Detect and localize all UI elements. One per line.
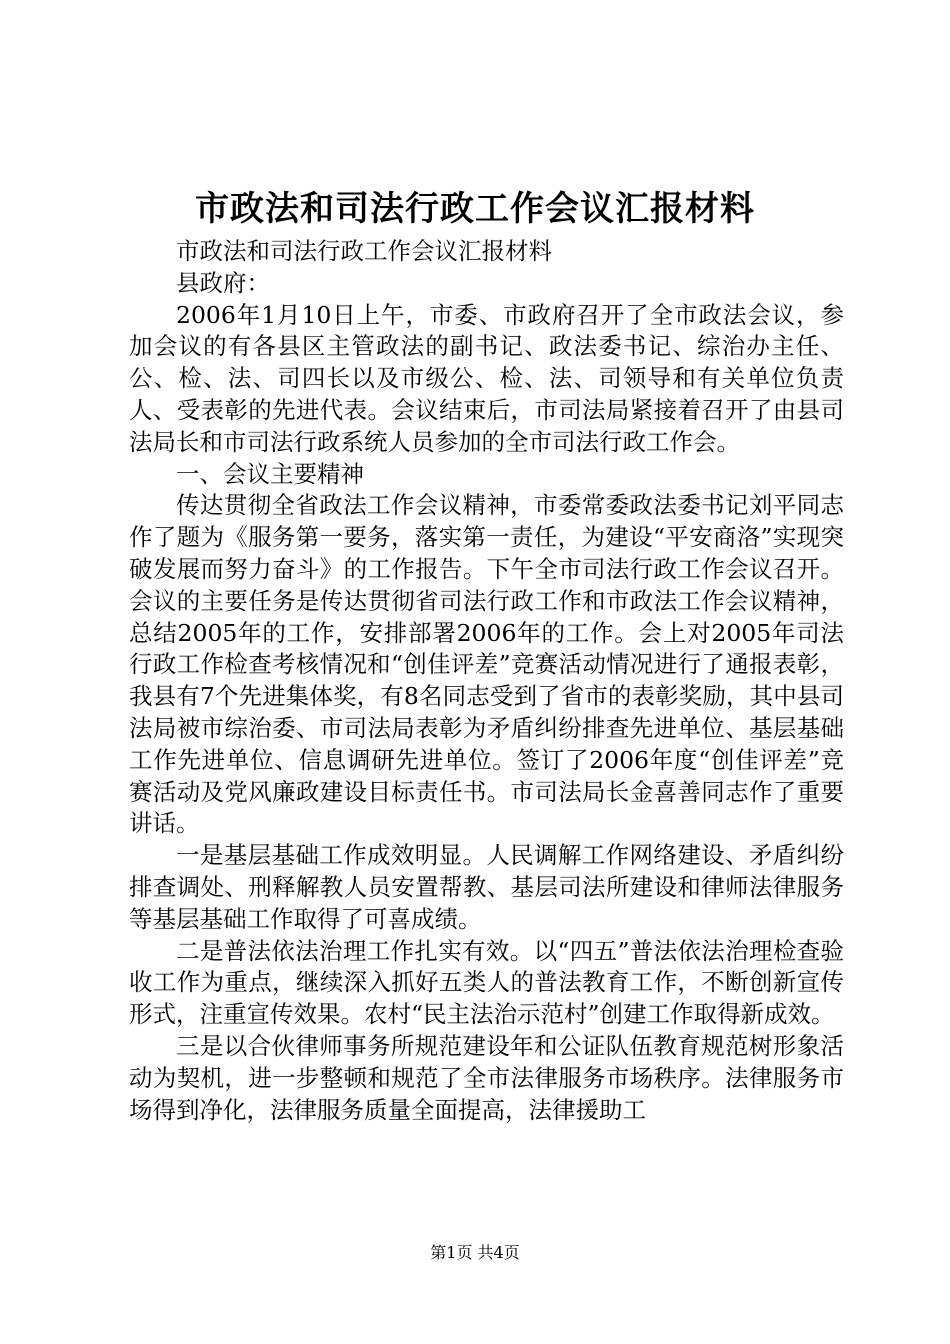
body-paragraph: 二是普法依法治理工作扎实有效。以“四五”普法依法治理检查验收工作为重点，继续深入抓好五类人的普法教育工作，不断创新宣传形式，注重宣传效果。农村“民主法治示范村”创建工作取得新成效。	[129, 936, 844, 1029]
section-heading: 一、会议主要精神	[176, 459, 364, 488]
document-body	[129, 236, 844, 1126]
body-paragraph-subtitle: 市政法和司法行政工作会议汇报材料	[176, 237, 552, 265]
body-paragraph-salutation: 县政府：	[176, 268, 270, 297]
body-paragraph: 2006年1月10日上午，市委、市政府召开了全市政法会议，参加会议的有各县区主管政法的副书记、政法委书记、综治办主任、公、检、法、司四长以及市级公、检、法、司领导和有关单位负责人、受表彰的先进代表。会议结束后，市司法局紧接着召开了由县司法局长和市司法行政系统人员参加的全市司法行政工作会。	[129, 300, 844, 456]
body-paragraph: 三是以合伙律师事务所规范建设年和公证队伍教育规范树形象活动为契机，进一步整顿和规范了全市法律服务市场秩序。法律服务市场得到净化，法律服务质量全面提高，法律援助工	[129, 1031, 844, 1124]
body-paragraph: 一是基层基础工作成效明显。人民调解工作网络建设、矛盾纠纷排查调处、刑释解教人员安置帮教、基层司法所建设和律师法律服务等基层基础工作取得了可喜成绩。	[129, 841, 844, 933]
page-footer: 第1页 共4页	[430, 1243, 520, 1262]
document-title: 市政法和司法行政工作会议汇报材料	[195, 189, 755, 229]
body-paragraph: 传达贯彻全省政法工作会议精神，市委常委政法委书记刘平同志作了题为《服务第一要务，落实第一责任，为建设“平安商洛”实现突破发展而努力奋斗》的工作报告。下午全市司法行政工作会议召开。会议的主要任务是传达贯彻省司法行政工作和市政法工作会议精神，总结2005年的工作，安排部署2006年的工作。会上对2005年司法行政工作检查考核情况和“创佳评差”竞赛活动情况进行了通报表彰，我县有7个先进集体奖，有8名同志受到了省市的表彰奖励，其中县司法局被市综治委、市司法局表彰为矛盾纠纷排查先进单位、基层基础工作先进单位、信息调研先进单位。签订了2006年度“创佳评差”竞赛活动及党风廉政建设目标责任书。市司法局长金喜善同志作了重要讲话。	[129, 491, 844, 838]
